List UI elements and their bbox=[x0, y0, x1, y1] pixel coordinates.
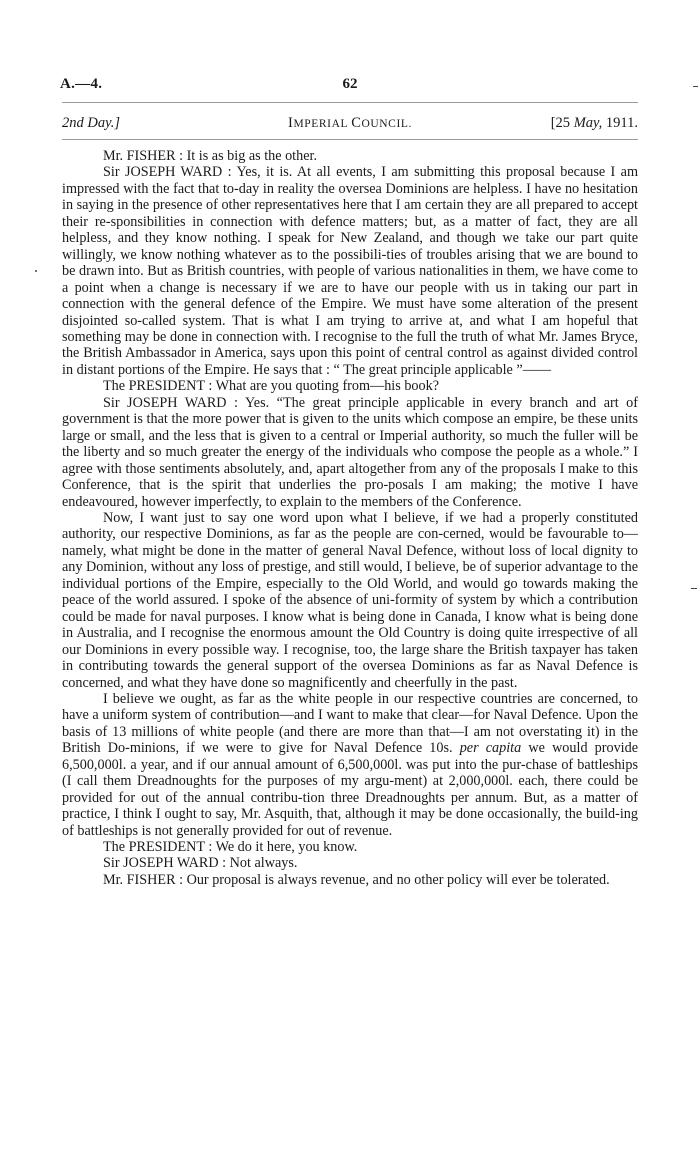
paragraph bbox=[62, 395, 638, 510]
page-number: 62 bbox=[342, 76, 358, 92]
transcript-body bbox=[62, 148, 638, 888]
speech: Our proposal is always revenue, and no other policy will ever be tolerated. bbox=[183, 871, 610, 888]
margin-speck bbox=[35, 270, 37, 272]
speaker: The PRESIDENT : bbox=[103, 378, 213, 395]
speech: Not always. bbox=[226, 855, 298, 872]
date-year: 1911. bbox=[602, 115, 638, 131]
paragraph bbox=[62, 164, 638, 378]
speaker: Sir JOSEPH WARD : bbox=[103, 394, 238, 411]
speaker: Sir JOSEPH WARD : bbox=[103, 164, 232, 181]
title-word-1: MPERIAL bbox=[293, 118, 352, 130]
title-initial-2: C bbox=[351, 115, 362, 131]
paragraph bbox=[62, 855, 638, 871]
header-rule bbox=[62, 139, 638, 140]
top-rule bbox=[62, 102, 638, 103]
speaker: The PRESIDENT : bbox=[103, 839, 213, 856]
date-open: [25 bbox=[550, 115, 574, 131]
speech: We do it here, you know. bbox=[212, 839, 358, 856]
paragraph bbox=[62, 510, 638, 691]
paragraph bbox=[62, 691, 638, 839]
speaker: Sir JOSEPH WARD : bbox=[103, 855, 227, 872]
speaker: Mr. FISHER : bbox=[103, 148, 184, 164]
paragraph bbox=[62, 378, 638, 394]
paragraph bbox=[62, 148, 638, 164]
speech: I believe we ought, as far as the white people in our respective countries are concerned, to have a uniform system of contribution—and I want to make that clear—for Naval Defence. Upon the basis of 13 millions of white people (and there are more than that—I am not overstating it) in the British Do-minions, if we were to give for Naval Defence 10s. bbox=[62, 690, 638, 757]
speech: Yes, it is. At all events, I am submitting this proposal because I am impressed with the fact that to-day in reality the oversea Dominions are helpless. I have no hesitation in saying in the presence of other representatives here that I am certain they are all prepared to accept their re-sponsibilities in connection with defence matters; but, as a matter of fact, they are all helpless, and they know nothing. I speak for New Zealand, and though we take our part quite willingly, we know nothing whatever as to the possibili-ties of troubles arising that we are bound to be drawn into. But as British countries, with people of various nationalities in them, we have come to a point when a change is necessary if we are to have our people with us in taking our part in connection with the general defence of the Empire. We must have some alteration of the present disjointed so-called system. That is what I am trying to arrive at, and what I am hopeful that something may be done in connection with. I recognise to the full the truth of what Mr. James Bryce, the British Ambassador in America, says upon this point of central control as against divided control in distant portions of the Empire. He says that : “ The great principle applicable ”—— bbox=[62, 164, 638, 378]
speech: Now, I want just to say one word upon what I believe, if we had a properly constituted authority, our respective Dominions, as far as the people are con-cerned, would be favourable to—namely, what might be done in the matter of general Naval Defence, without loss of local dignity to any Dominion, without any loss of prestige, and still would, I believe, be of superior advantage to the individual portions of the Empire, especially to the Old World, and would go towards making the peace of the world assured. I spoke of the absence of uni-formity of system by which a contribution could be made for naval purposes. I know what is being done in Canada, I know what is being done in Australia, and I recognise the enormous amount the Old Country is doing quite irrespective of all our Dominions in every possible way. I recognise, too, the large share the British taxpayer has taken in contributing towards the general support of the oversea Dominions as far as Naval Defence is concerned, and what they have done so magnificently and cheerfully in the past. bbox=[62, 509, 638, 691]
speech: What are you quoting from—his book? bbox=[212, 378, 439, 395]
speech-continued: we would provide 6,500,000l. a year, and if our annual amount of 6,500,000l. was put into the pur-chase of battleships (I call them Dreadnoughts for the purposes of my argu-ment) at 2,000,000l. each, there could be provided for out of the annual contribu-tion three Dreadnoughts per annum. But, as a matter of practice, I think I ought to say, Mr. Asquith, that, although it may be done occasionally, the build-ing of battleships is not generally provided for out of revenue. bbox=[62, 740, 639, 839]
title-word-2: OUNCIL. bbox=[361, 118, 412, 130]
margin-mark bbox=[693, 86, 698, 87]
speech: It is as big as the other. bbox=[183, 148, 318, 164]
date-month: May, bbox=[573, 115, 603, 131]
paragraph bbox=[62, 839, 638, 855]
speech-italic: per capita bbox=[459, 740, 522, 757]
running-head-date bbox=[551, 115, 638, 132]
speech: Yes. “The great principle applicable in every branch and art of government is that the more power that is given to the units which compose an empire, be these units large or small, and the less that is given to a central or Imperial authority, so much the fuller will be the liberty and so much greater the energy of the individuals who compose the people as a whole.” I agree with those sentiments absolutely, and, apart altogether from any of the proposals I make to this Conference, that is the spirit that underlies the pro-posals I am making; the motive I have endeavoured, however imperfectly, to explain to the members of the Conference. bbox=[62, 394, 638, 510]
paragraph bbox=[62, 872, 638, 888]
running-head-day: 2nd Day.] bbox=[62, 115, 120, 131]
margin-mark bbox=[691, 588, 697, 589]
title-initial-1: I bbox=[288, 115, 294, 131]
speaker: Mr. FISHER : bbox=[103, 871, 184, 888]
document-reference: A.—4. bbox=[60, 76, 103, 92]
